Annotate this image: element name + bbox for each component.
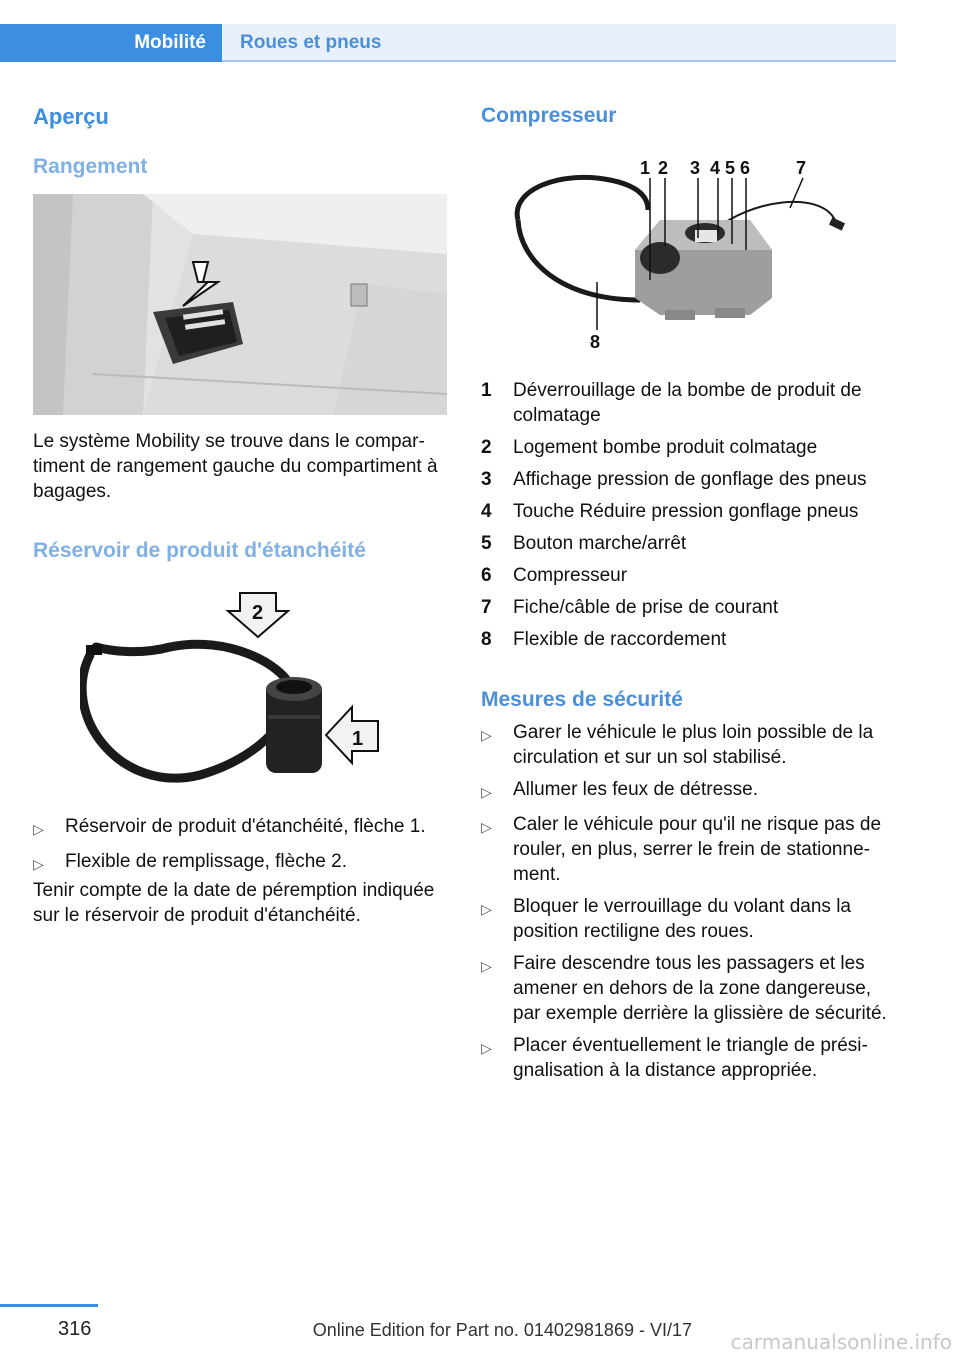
compressor-label-1: 1: [640, 158, 651, 178]
sealant-label-2: 2: [252, 602, 264, 624]
list-item: 1 Déverrouillage de la bombe de produit de colmatage: [481, 380, 862, 426]
heading-apercu: Aperçu: [33, 104, 109, 129]
list-item: ▷ Allumer les feux de détresse.: [481, 777, 901, 805]
storage-paragraph: Le système Mobility se trouve dans le compartiment de rangement gauche du compartiment à bagages.: [33, 431, 438, 502]
compressor-label-7: 7: [796, 158, 807, 178]
triangle-bullet-icon: ▷: [481, 901, 492, 917]
watermark: carmanualsonline.info: [730, 1330, 952, 1354]
heading-compresseur: Compresseur: [481, 104, 617, 127]
tab-underline: [222, 60, 896, 62]
list-item: ▷ Caler le véhicule pour qu'il ne risque pas de rouler, en plus, serrer le frein de stationnement.: [481, 814, 882, 885]
heading-mesures-securite: Mesures de sécurité: [481, 688, 683, 711]
list-item: 5 Bouton marche/arrêt: [481, 533, 687, 554]
triangle-bullet-icon: ▷: [481, 784, 492, 800]
edition-text: Online Edition for Part no. 01402981869 - VI/17: [312, 1320, 692, 1340]
list-item: ▷ Garer le véhicule le plus loin possible de la circulation et sur un sol stabilisé.: [481, 722, 874, 768]
triangle-bullet-icon: ▷: [481, 958, 492, 974]
list-item: ▷ Flexible de remplissage, flèche 2.: [33, 849, 453, 877]
heading-rangement: Rangement: [33, 155, 148, 178]
footer-accent-line: [0, 1304, 98, 1307]
triangle-bullet-icon: ▷: [481, 1040, 492, 1056]
list-item: ▷ Faire descendre tous les passagers et les amener en dehors de la zone dangereuse, par exemple derrière la glissière de sécurité.: [481, 953, 887, 1024]
page-number: 316: [58, 1318, 92, 1340]
safety-bullet-list: [481, 720, 901, 1090]
compressor-parts-list: [481, 378, 901, 659]
triangle-bullet-icon: ▷: [33, 821, 44, 837]
list-item: 2 Logement bombe produit colmatage: [481, 437, 818, 458]
compressor-label-4: 4: [710, 158, 721, 178]
header-bar: [0, 0, 960, 62]
sealant-bullet-list: [33, 814, 453, 884]
compressor-label-6: 6: [740, 158, 751, 178]
triangle-bullet-icon: ▷: [33, 856, 44, 872]
compressor-label-5: 5: [725, 158, 736, 178]
triangle-bullet-icon: ▷: [481, 819, 492, 835]
list-item: 8 Flexible de raccordement: [481, 629, 727, 650]
tab-mobilite[interactable]: Mobilité: [0, 24, 222, 62]
tab-roues-et-pneus[interactable]: Roues et pneus: [222, 24, 896, 62]
list-item: 3 Affichage pression de gonflage des pneus: [481, 469, 867, 490]
list-item: 7 Fiche/câble de prise de courant: [481, 597, 779, 618]
list-item: 6 Compresseur: [481, 565, 628, 586]
compressor-figure: [500, 150, 860, 355]
sealant-note: Tenir compte de la date de péremption indiquée sur le réservoir de produit d'étanchéité.: [33, 880, 435, 926]
compressor-label-8: 8: [590, 332, 601, 352]
list-item: 4 Touche Réduire pression gonflage pneus: [481, 501, 859, 522]
list-item: ▷ Réservoir de produit d'étanchéité, flèche 1.: [33, 814, 453, 842]
sealant-label-1: 1: [352, 728, 364, 750]
heading-reservoir: Réservoir de produit d'étanchéité: [33, 539, 366, 562]
triangle-bullet-icon: ▷: [481, 727, 492, 743]
compressor-label-3: 3: [690, 158, 701, 178]
compressor-label-2: 2: [658, 158, 669, 178]
sealant-figure: [80, 585, 400, 795]
list-item: ▷ Bloquer le verrouillage du volant dans la position rectiligne des roues.: [481, 896, 851, 942]
list-item: ▷ Placer éventuellement le triangle de présignalisation à la distance appropriée.: [481, 1035, 868, 1081]
trunk-storage-figure: [33, 194, 447, 415]
